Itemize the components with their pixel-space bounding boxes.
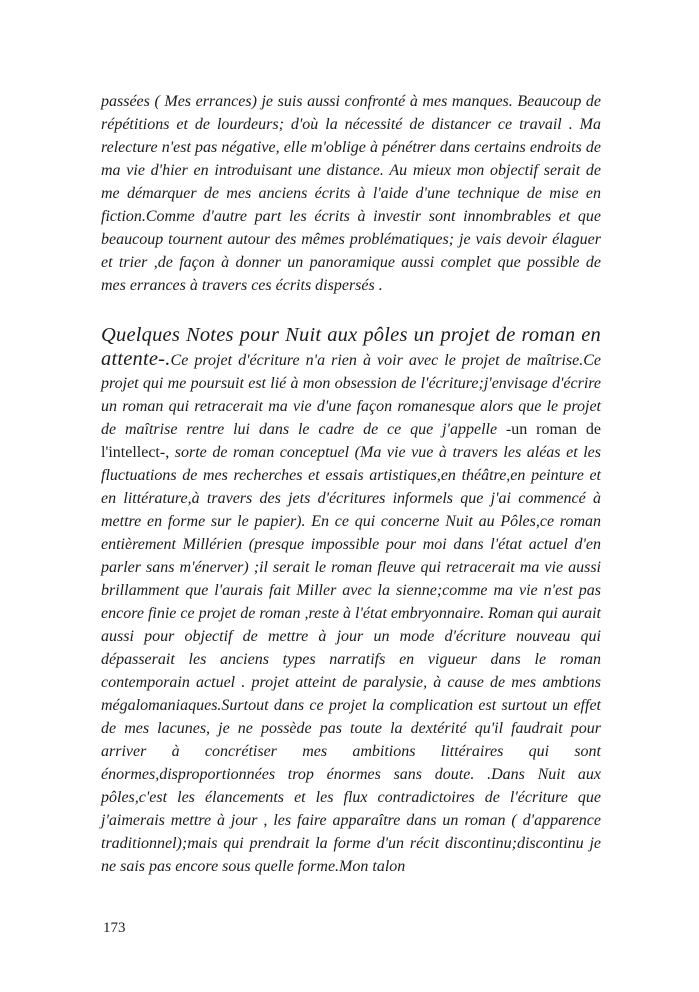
section-heading: Quelques Notes pour Nuit aux pôles un projet de roman en attente-. (101, 324, 601, 370)
text-block (101, 90, 601, 878)
section-body-before-upright: Ce projet d'écriture n'a rien à voir avec le projet de maîtrise.Ce projet qui me poursuit est lié à mon obsession de l'écriture;j'envisage d'écrire un roman qui retracerait ma vie d'une façon romanesque alors que le projet de maîtrise rentre lui dans le cadre de ce que j'appelle (101, 352, 601, 438)
paragraph-opening: passées ( Mes errances) je suis aussi confronté à mes manques. Beaucoup de répétitions et de lourdeurs; d'où la nécessité de distancer ce travail . Ma relecture n'est pas négative, elle m'oblige à pénétrer dans certains endroits de ma vie d'hier en introduisant une distance. Au mieux mon objectif serait de me démarquer de mes anciens écrits à l'aide d'une technique de mise en fiction.Comme d'autre part les écrits à investir sont innombrables et que beaucoup tournent autour des mêmes problématiques; je vais devoir élaguer et trier ,de façon à donner un panoramique aussi complet que possible de mes errances à travers ces écrits dispersés . (101, 93, 601, 294)
page-number: 173 (103, 920, 126, 936)
section-body-after-upright: sorte de roman conceptuel (Ma vie vue à travers les aléas et les fluctuations de mes recherches et essais artistiques,en théâtre,en peinture et en littérature,à travers des jets d'écritures informels que j'ai commencé à mettre en forme sur le papier). En ce qui concerne Nuit au Pôles,ce roman entièrement Millérien (presque impossible pour moi dans l'état actuel d'en parler sans m'énerver) ;il serait le roman fleuve qui retracerait ma vie aussi brillamment que l'aurais fait Miller avec la sienne;comme ma vie n'est pas encore finie ce projet de roman ,reste à l'état embryonnaire. Roman qui aurait aussi pour objectif de mettre à jour un mode d'écriture nouveau qui dépasserait les anciens types narratifs en vigueur dans le roman contemporain actuel . projet atteint de paralysie, à cause de mes ambtions mégalomaniaques.Surtout dans ce projet la complication est surtout un effet de mes lacunes, je ne possède pas toute la dextérité qu'il faudrait pour arriver à concrétiser mes ambitions littéraires qui sont énormes,disproportionnées trop énormes sans doute. .Dans Nuit aux pôles,c'est les élancements et les flux contradictoires de l'écriture que j'aimerais mettre à jour , les faire apparaître dans un roman ( d'apparence traditionnel);mais qui prendrait la forme d'un récit discontinu;discontinu je ne sais pas encore sous quelle forme.Mon talon (101, 444, 601, 875)
upright-phrase: -un roman de l'intellect-, (101, 421, 602, 461)
paragraph-section (101, 324, 601, 878)
